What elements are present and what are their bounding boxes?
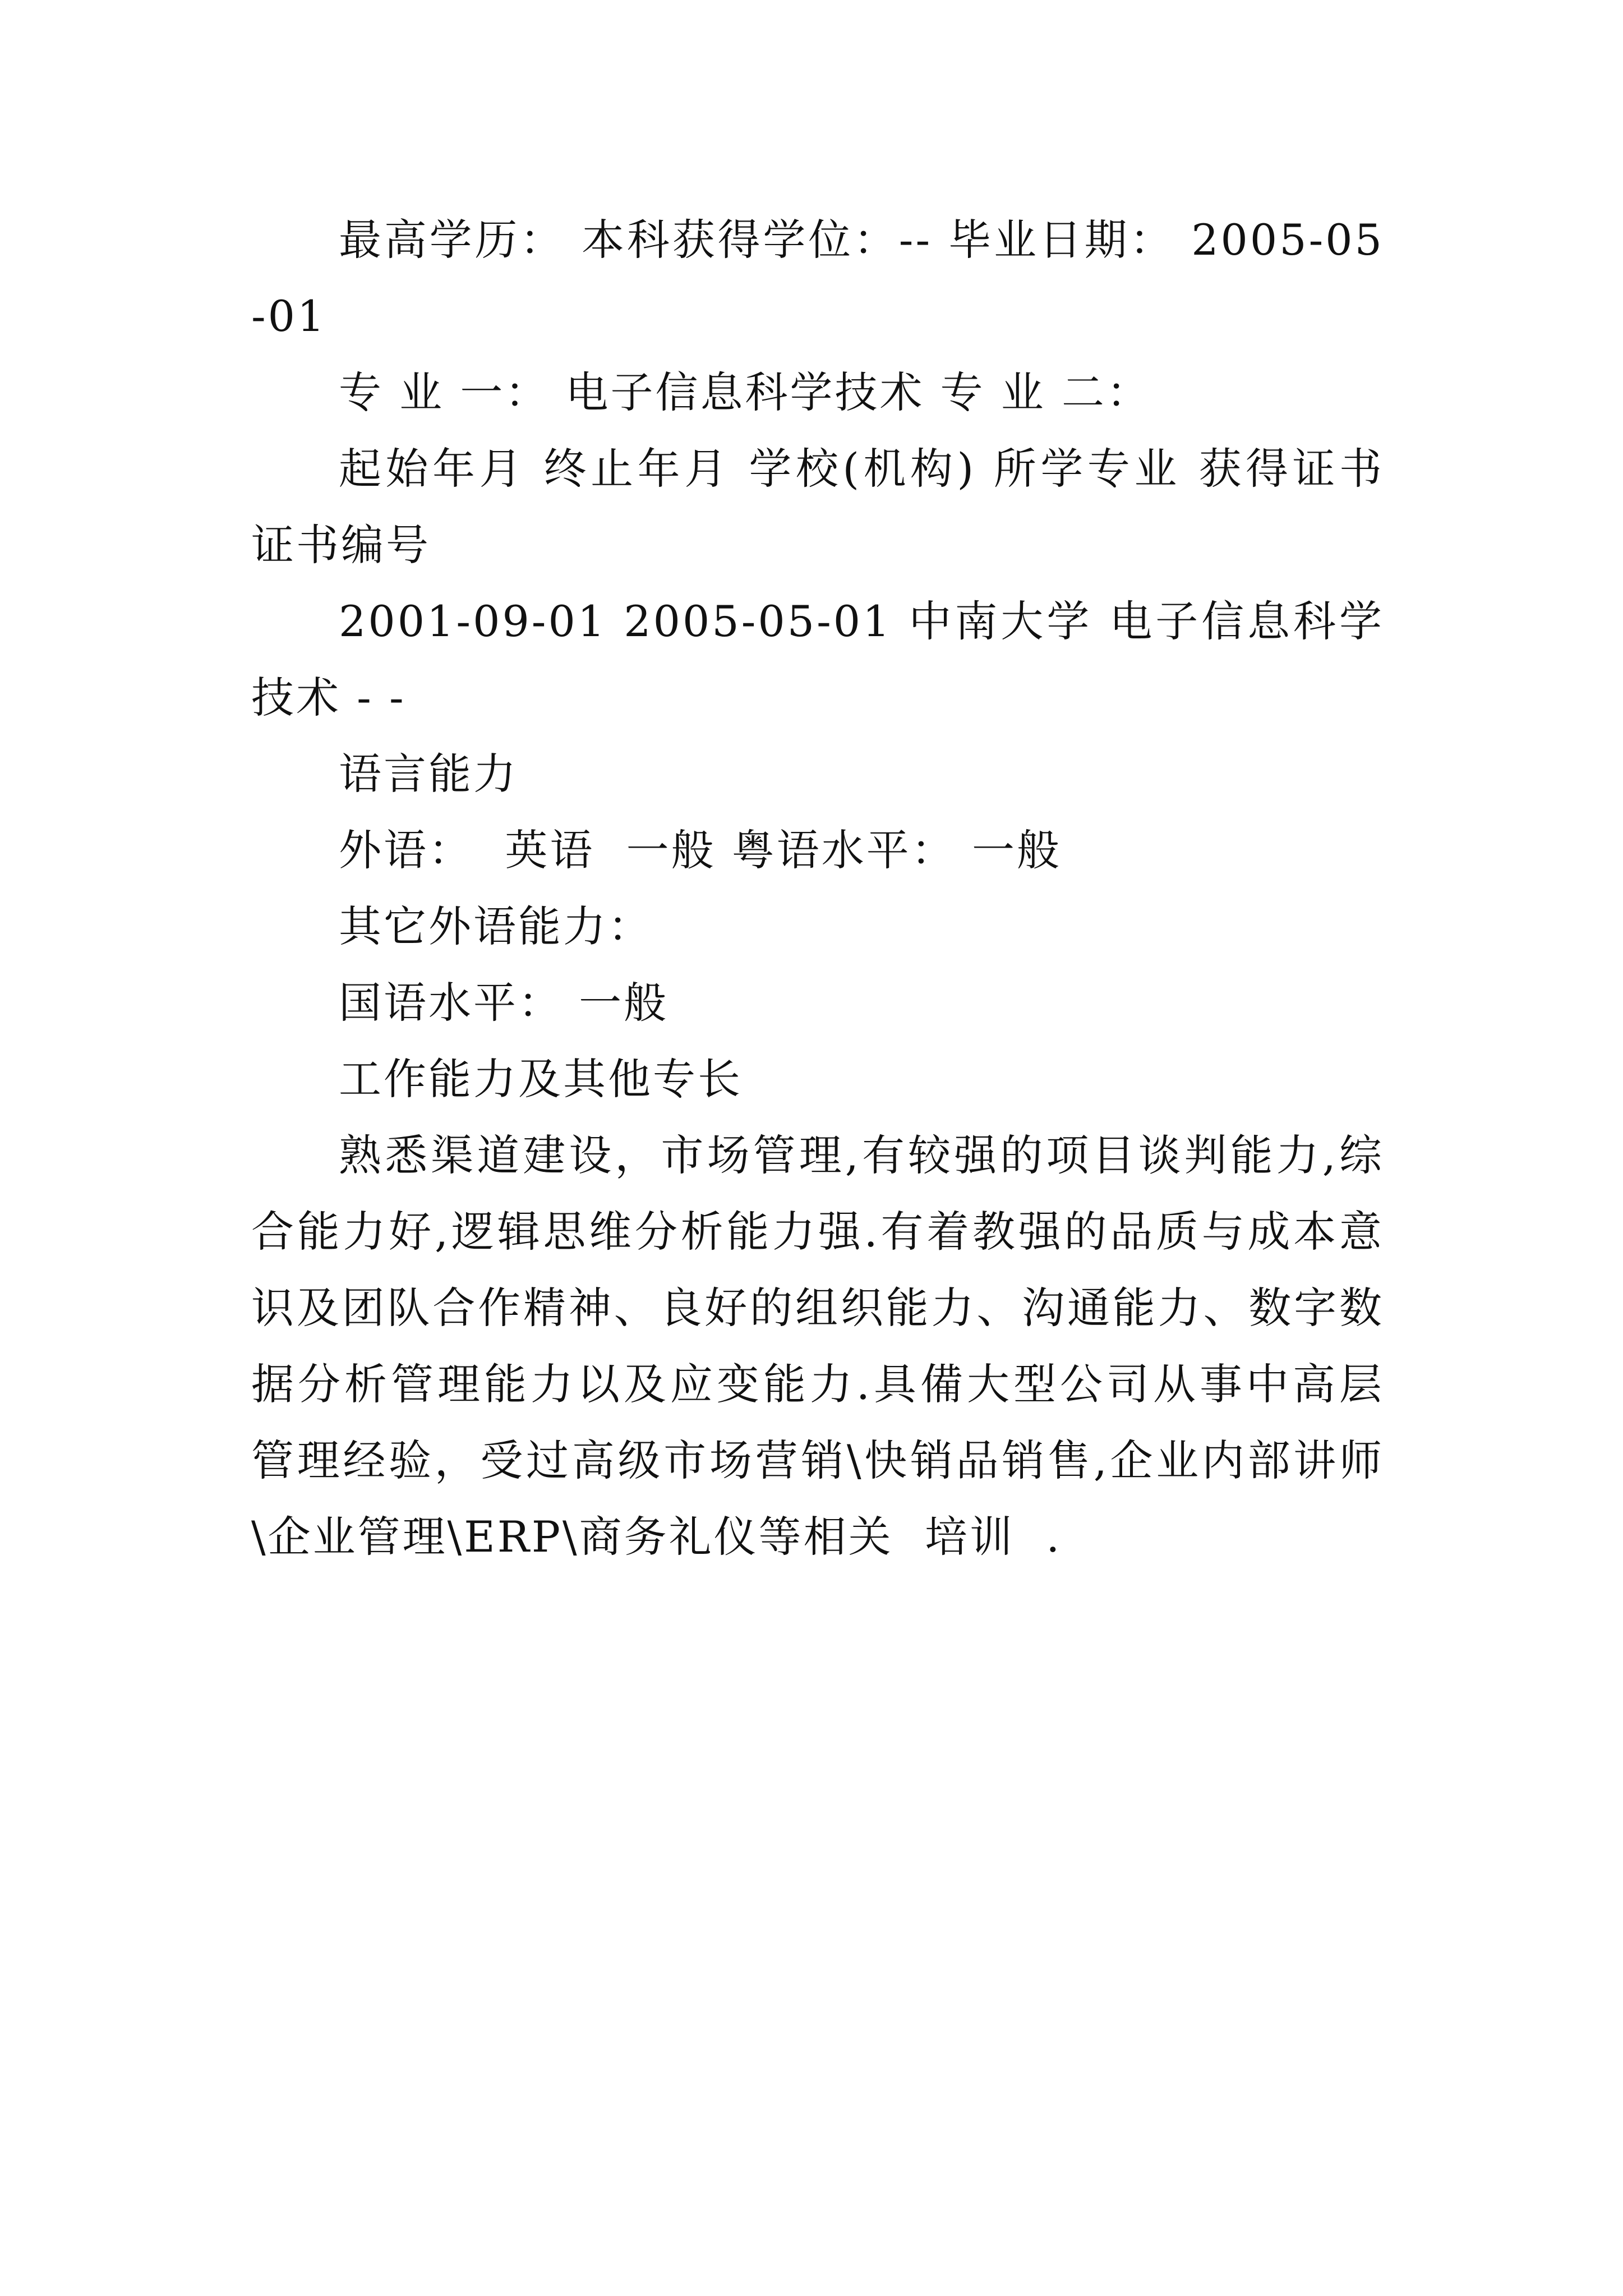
foreign-language-line: 外语： 英语 一般 粤语水平： 一般 (339, 825, 1062, 875)
skills-description: 熟悉渠道建设，市场管理,有较强的项目谈判能力,综合能力好,逻辑思维分析能力强.有着教强的品质与成本意识及团队合作精神、良好的组织能力、沟通能力、数字数据分析管理能力以及应变能力.具備大型公司从事中高层管理经验，受过高级市场营销\快销品销售,企业内部讲师\企业管理\ERP\商务礼仪等相关 培训 . (251, 1130, 1384, 1562)
education-table-row: 2001-09-01 2005-05-01 中南大学 电子信息科学技术 - - (251, 596, 1384, 723)
language-section-heading: 语言能力 (339, 749, 518, 799)
education-summary-line: 最高学历： 本科获得学位：-- 毕业日期： 2005-05-01 (251, 215, 1384, 341)
education-table-header: 起始年月 终止年月 学校(机构) 所学专业 获得证书 证书编号 (251, 444, 1400, 570)
skills-section-heading: 工作能力及其他专长 (339, 1054, 743, 1104)
document-body (251, 202, 1400, 1575)
other-language-line: 其它外语能力： (339, 901, 653, 951)
major-line: 专 业 一： 电子信息科学技术 专 业 二： (339, 367, 1151, 417)
mandarin-level-line: 国语水平： 一般 (339, 978, 669, 1028)
